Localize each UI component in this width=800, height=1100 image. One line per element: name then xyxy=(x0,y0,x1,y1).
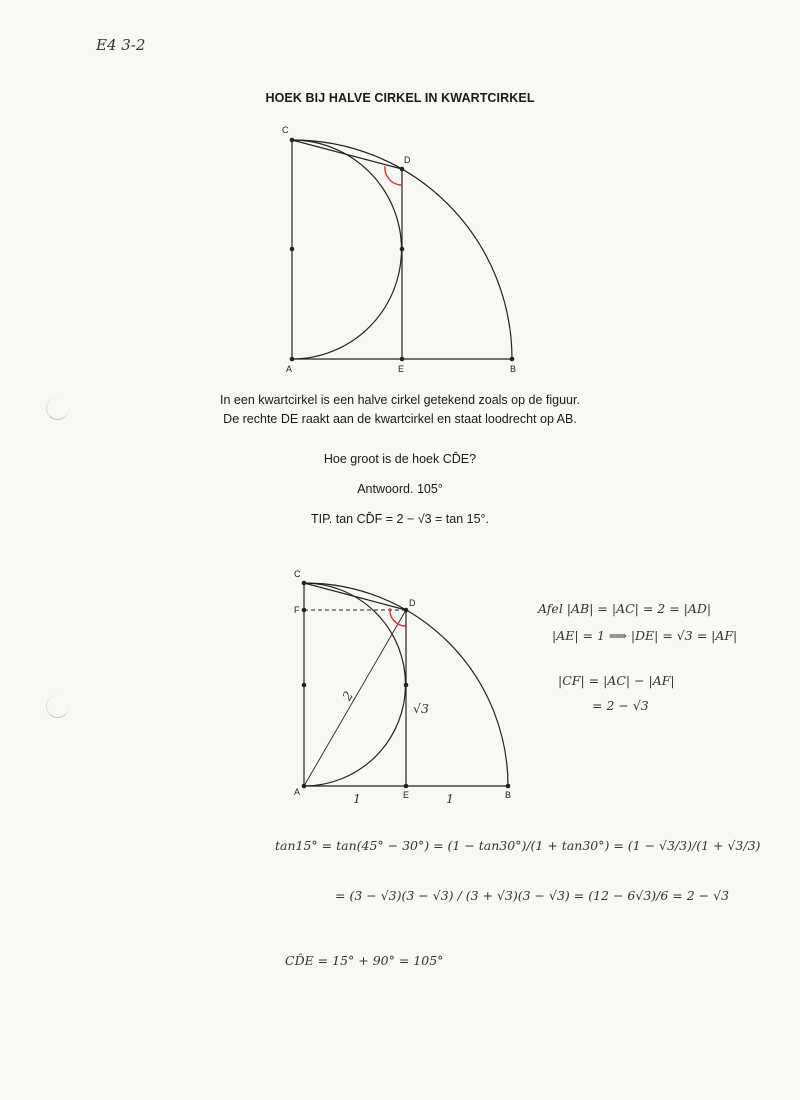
length-AE: 1 xyxy=(353,791,361,806)
tip: TIP. tan CD̂F = 2 − √3 = tan 15°. xyxy=(310,512,490,526)
label-D-2: D xyxy=(409,598,416,608)
note-line-1: Afel |AB| = |AC| = 2 = |AD| xyxy=(538,601,712,616)
page-title: HOEK BIJ HALVE CIRKEL IN KWARTCIRKEL xyxy=(265,91,535,105)
label-A-2: A xyxy=(294,787,301,797)
length-AD: 2 xyxy=(339,688,357,704)
note-line-4: = 2 − √3 xyxy=(592,698,649,713)
length-DE: √3 xyxy=(413,701,429,716)
label-A: A xyxy=(286,364,293,374)
label-C-2: C xyxy=(294,569,301,579)
label-D: D xyxy=(404,155,411,165)
calc-line-2: = (3 − √3)(3 − √3) / (3 + √3)(3 − √3) = (12 − 6√3)/6 = 2 − √3 xyxy=(335,888,730,903)
punch-hole-bottom xyxy=(46,695,69,718)
label-C: C xyxy=(282,125,289,135)
description-line-2: De rechte DE raakt aan de kwartcirkel en staat loodrecht op AB. xyxy=(223,412,577,426)
label-E: E xyxy=(398,364,405,374)
label-E-2: E xyxy=(403,790,410,800)
answer: Antwoord. 105° xyxy=(357,482,443,496)
calc-line-1: tan15° = tan(45° − 30°) = (1 − tan30°)/(1 + tan30°) = (1 − √3/3)/(1 + √3/3) xyxy=(275,838,761,853)
length-EB: 1 xyxy=(446,791,454,806)
label-B: B xyxy=(510,364,517,374)
calc-line-3: CD̂E = 15° + 90° = 105° xyxy=(285,953,444,968)
angle-mark-2 xyxy=(390,608,406,626)
note-line-3: |CF| = |AC| − |AF| xyxy=(558,673,675,688)
punch-hole-top xyxy=(46,397,69,420)
note-line-2: |AE| = 1 ⟹ |DE| = √3 = |AF| xyxy=(552,628,738,643)
question: Hoe groot is de hoek CD̂E? xyxy=(323,452,477,466)
label-B-2: B xyxy=(505,790,512,800)
label-F-2: F xyxy=(294,605,300,615)
handwritten-code: E4 3-2 xyxy=(96,36,146,54)
description-line-1: In een kwartcirkel is een halve cirkel getekend zoals op de figuur. xyxy=(220,393,580,407)
